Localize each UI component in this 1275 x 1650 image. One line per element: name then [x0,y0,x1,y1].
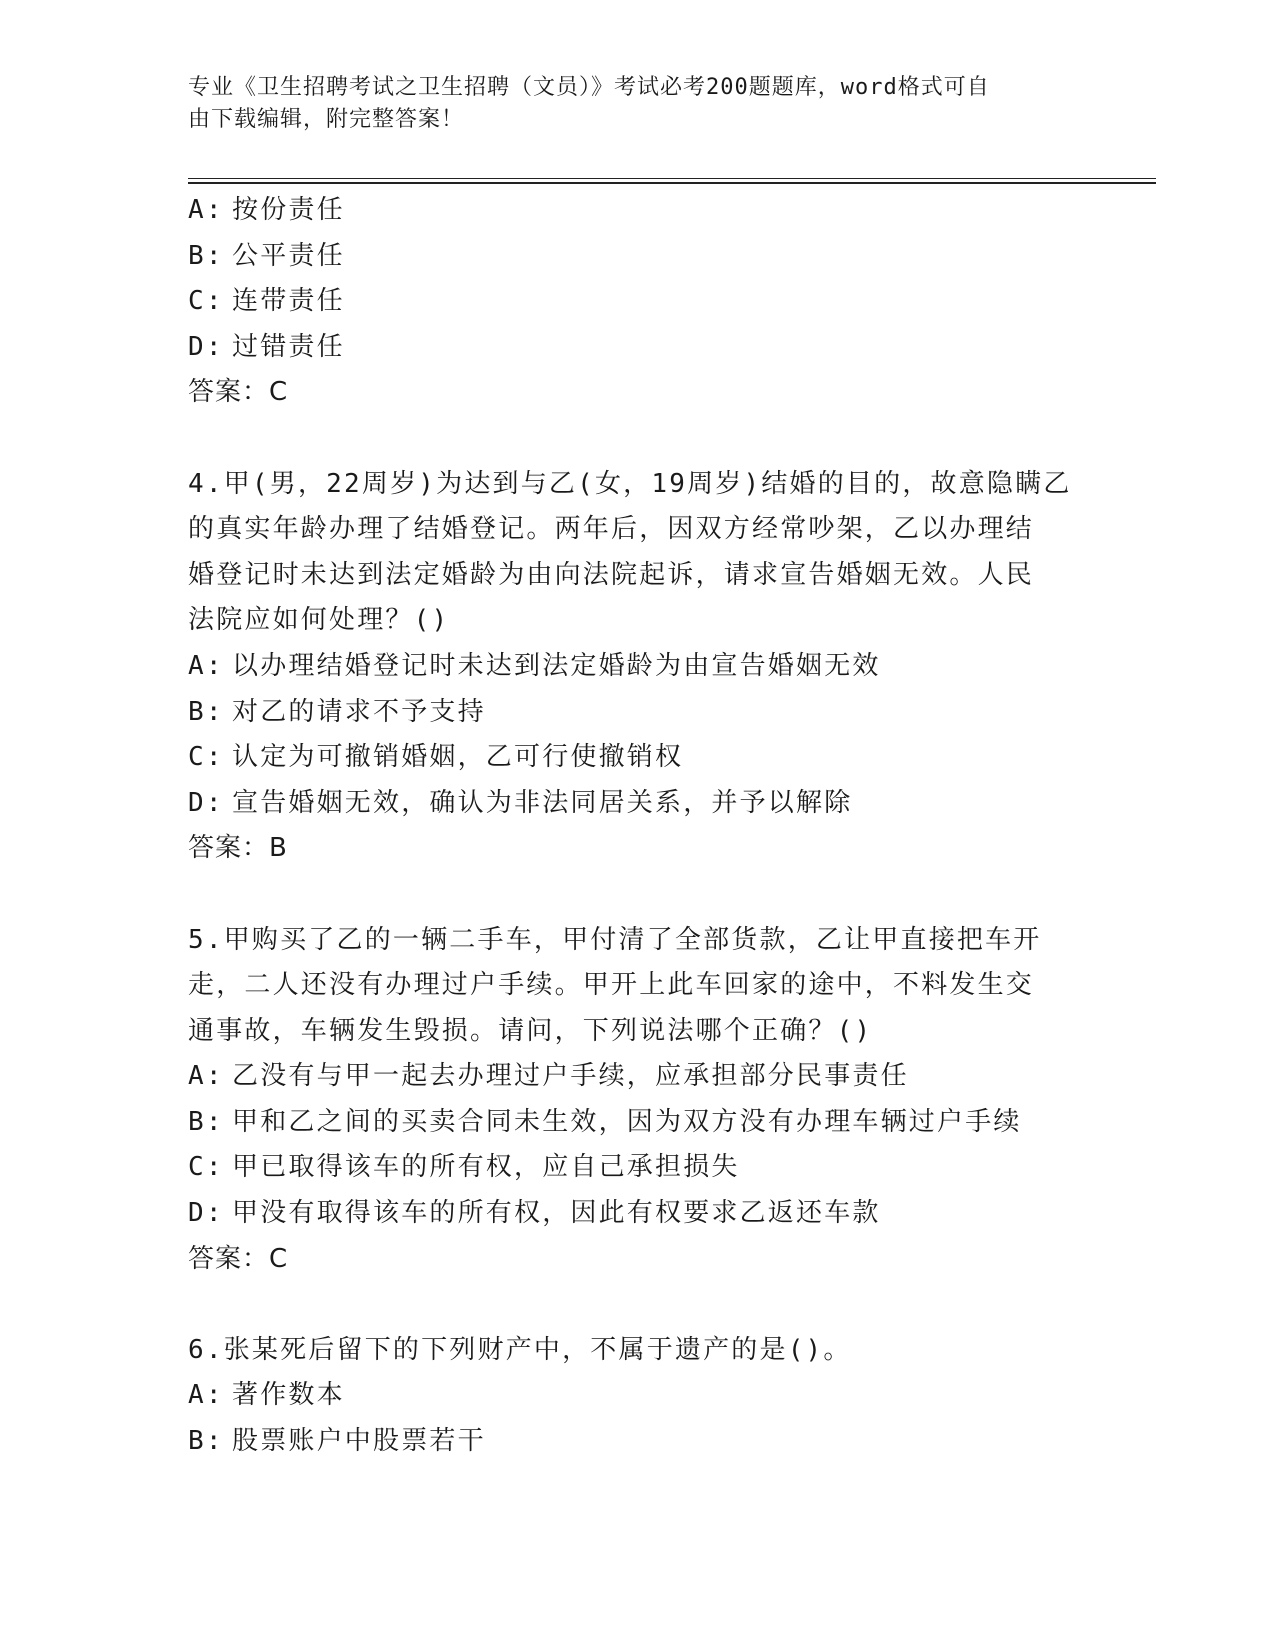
spacer [188,1282,1088,1328]
question-6 [188,1328,1088,1465]
option-a: A: 乙没有与甲一起去办理过户手续，应承担部分民事责任 [188,1061,909,1092]
question-4 [188,462,1088,872]
spacer [188,416,1088,462]
header-line-1: 专业《卫生招聘考试之卫生招聘（文员）》考试必考200题题库，word格式可自 [188,75,990,100]
spacer [188,872,1088,918]
question-stem-line: 4.甲(男，22周岁)为达到与乙(女，19周岁)结婚的目的，故意隐瞒乙 [188,468,1072,499]
option-c: C: 甲已取得该车的所有权，应自己承担损失 [188,1152,740,1183]
option-d: D: 宣告婚姻无效，确认为非法同居关系，并予以解除 [188,787,853,818]
option-a: A: 按份责任 [188,195,345,225]
option-c: C: 认定为可撤销婚姻，乙可行使撤销权 [188,742,684,773]
question-stem-line: 6.张某死后留下的下列财产中，不属于遗产的是()。 [188,1334,852,1365]
header-divider-thick [188,182,1156,184]
option-d: D: 过错责任 [188,331,345,362]
question-stem-line: 5.甲购买了乙的一辆二手车，甲付清了全部货款，乙让甲直接把车开 [188,924,1042,955]
question-3 [188,188,1088,416]
header-divider-thin [188,178,1156,179]
answer: 答案：C [188,377,289,408]
question-stem-line: 法院应如何处理？() [188,605,450,636]
header-line-2: 由下载编辑，附完整答案！ [188,107,465,132]
option-d: D: 甲没有取得该车的所有权，因此有权要求乙返还车款 [188,1198,881,1229]
question-list [188,188,1088,1465]
document-header [188,72,1068,136]
question-stem-line: 的真实年龄办理了结婚登记。两年后，因双方经常吵架，乙以办理结 [188,514,1035,545]
option-c: C: 连带责任 [188,286,345,317]
question-5 [188,918,1088,1283]
option-a: A: 著作数本 [188,1380,345,1411]
answer: 答案：C [188,1243,289,1274]
option-a: A: 以办理结婚登记时未达到法定婚龄为由宣告婚姻无效 [188,650,881,681]
option-b: B: 甲和乙之间的买卖合同未生效，因为双方没有办理车辆过户手续 [188,1106,1022,1137]
option-b: B: 对乙的请求不予支持 [188,696,486,727]
option-b: B: 股票账户中股票若干 [188,1426,486,1457]
question-stem-line: 通事故，车辆发生毁损。请问，下列说法哪个正确？() [188,1015,873,1046]
option-b: B: 公平责任 [188,240,345,271]
question-stem-line: 婚登记时未达到法定婚龄为由向法院起诉，请求宣告婚姻无效。人民 [188,559,1035,590]
question-stem-line: 走，二人还没有办理过户手续。甲开上此车回家的途中，不料发生交 [188,970,1035,1001]
answer: 答案：B [188,833,288,864]
